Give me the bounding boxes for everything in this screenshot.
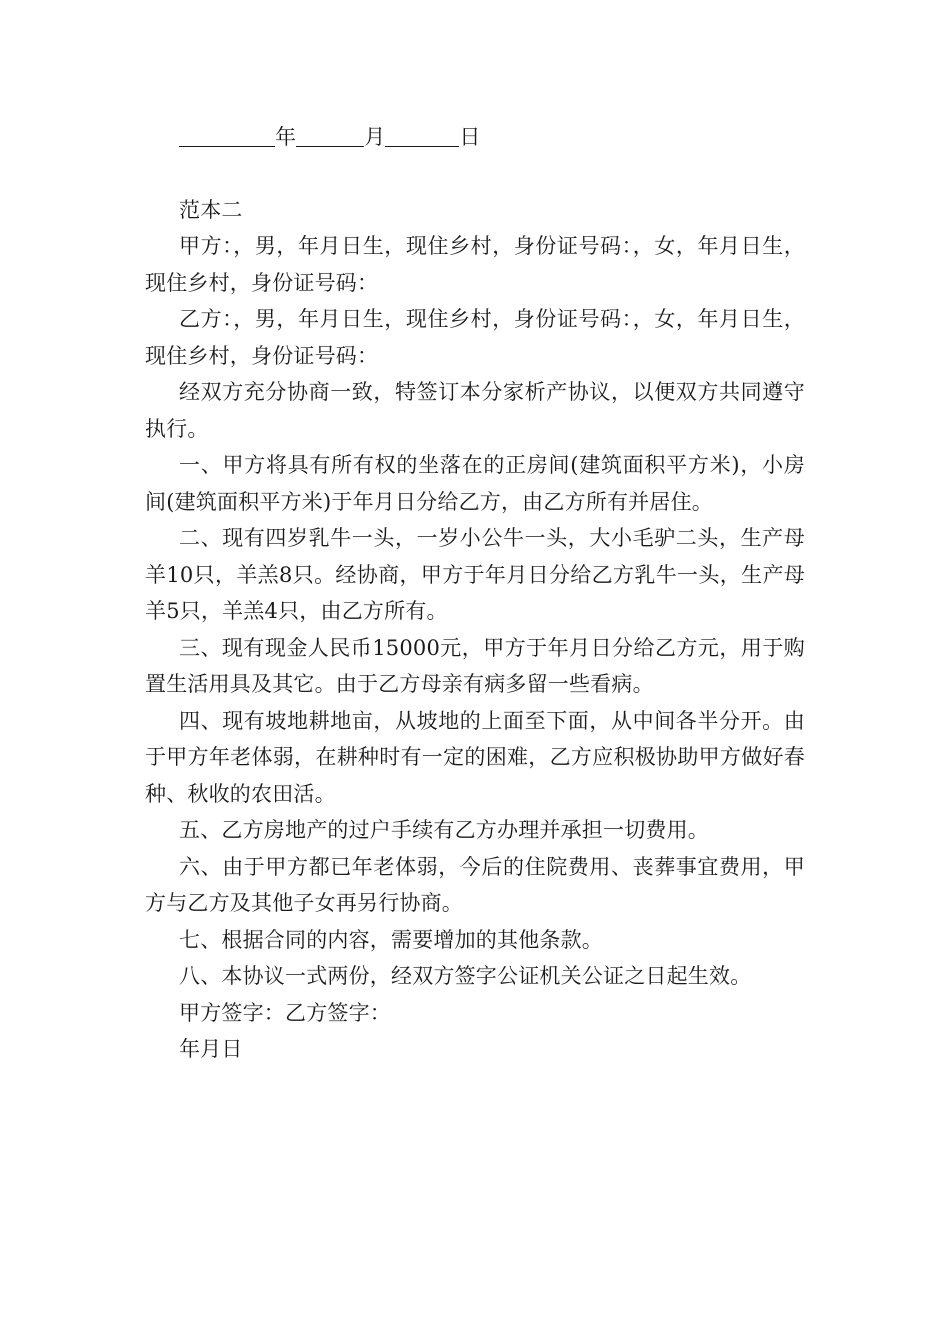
clause-7: 七、根据合同的内容，需要增加的其他条款。 (179, 927, 603, 952)
agreement-preamble: 经双方充分协商一致，特签订本分家析产协议，以便双方共同遵守执行。 (145, 380, 805, 441)
signature-line: 甲方签字：乙方签字： (179, 1000, 391, 1025)
clause-8: 八、本协议一式两份，经双方签字公证机关公证之日起生效。 (179, 964, 752, 988)
clause-3: 三、现有现金人民币15000元，甲方于年月日分给乙方元，用于购置生活用具及其它。由于乙方母亲有病多留一些看病。 (145, 635, 805, 696)
month-label: 月 (364, 125, 386, 149)
clause-5: 五、乙方房地产的过户手续有乙方办理并承担一切费用。 (179, 818, 709, 842)
day-label: 日 (459, 125, 481, 149)
month-blank (296, 122, 364, 147)
signature-date: 年月日 (179, 1037, 243, 1061)
party-b-info: 乙方：，男，年月日生，现住乡村，身份证号码：，女，年月日生，现住乡村，身份证号码： (145, 307, 805, 368)
section-title: 范本二 (179, 197, 243, 222)
clause-4: 四、现有坡地耕地亩，从坡地的上面至下面，从中间各半分开。由于甲方年老体弱，在耕种时有一定的困难，乙方应积极协助甲方做好春种、秋收的农田活。 (145, 708, 805, 806)
clause-2: 二、现有四岁乳牛一头，一岁小公牛一头，大小毛驴二头，生产母羊10只，羊羔8只。经协商，甲方于年月日分给乙方乳牛一头，生产母羊5只，羊羔4只，由乙方所有。 (145, 526, 805, 623)
year-label: 年 (275, 125, 297, 149)
date-line (145, 119, 805, 156)
clause-6: 六、由于甲方都已年老体弱，今后的住院费用、丧葬事宜费用，甲方与乙方及其他子女再另行协商。 (145, 854, 805, 915)
year-blank (179, 122, 275, 147)
party-a-info: 甲方：，男，年月日生，现住乡村，身份证号码：，女，年月日生，现住乡村，身份证号码： (145, 234, 805, 295)
day-blank (385, 122, 459, 147)
document-body (145, 119, 805, 1068)
clause-1: 一、甲方将具有所有权的坐落在的正房间(建筑面积平方米)，小房间(建筑面积平方米)于年月日分给乙方，由乙方所有并居住。 (145, 453, 805, 514)
